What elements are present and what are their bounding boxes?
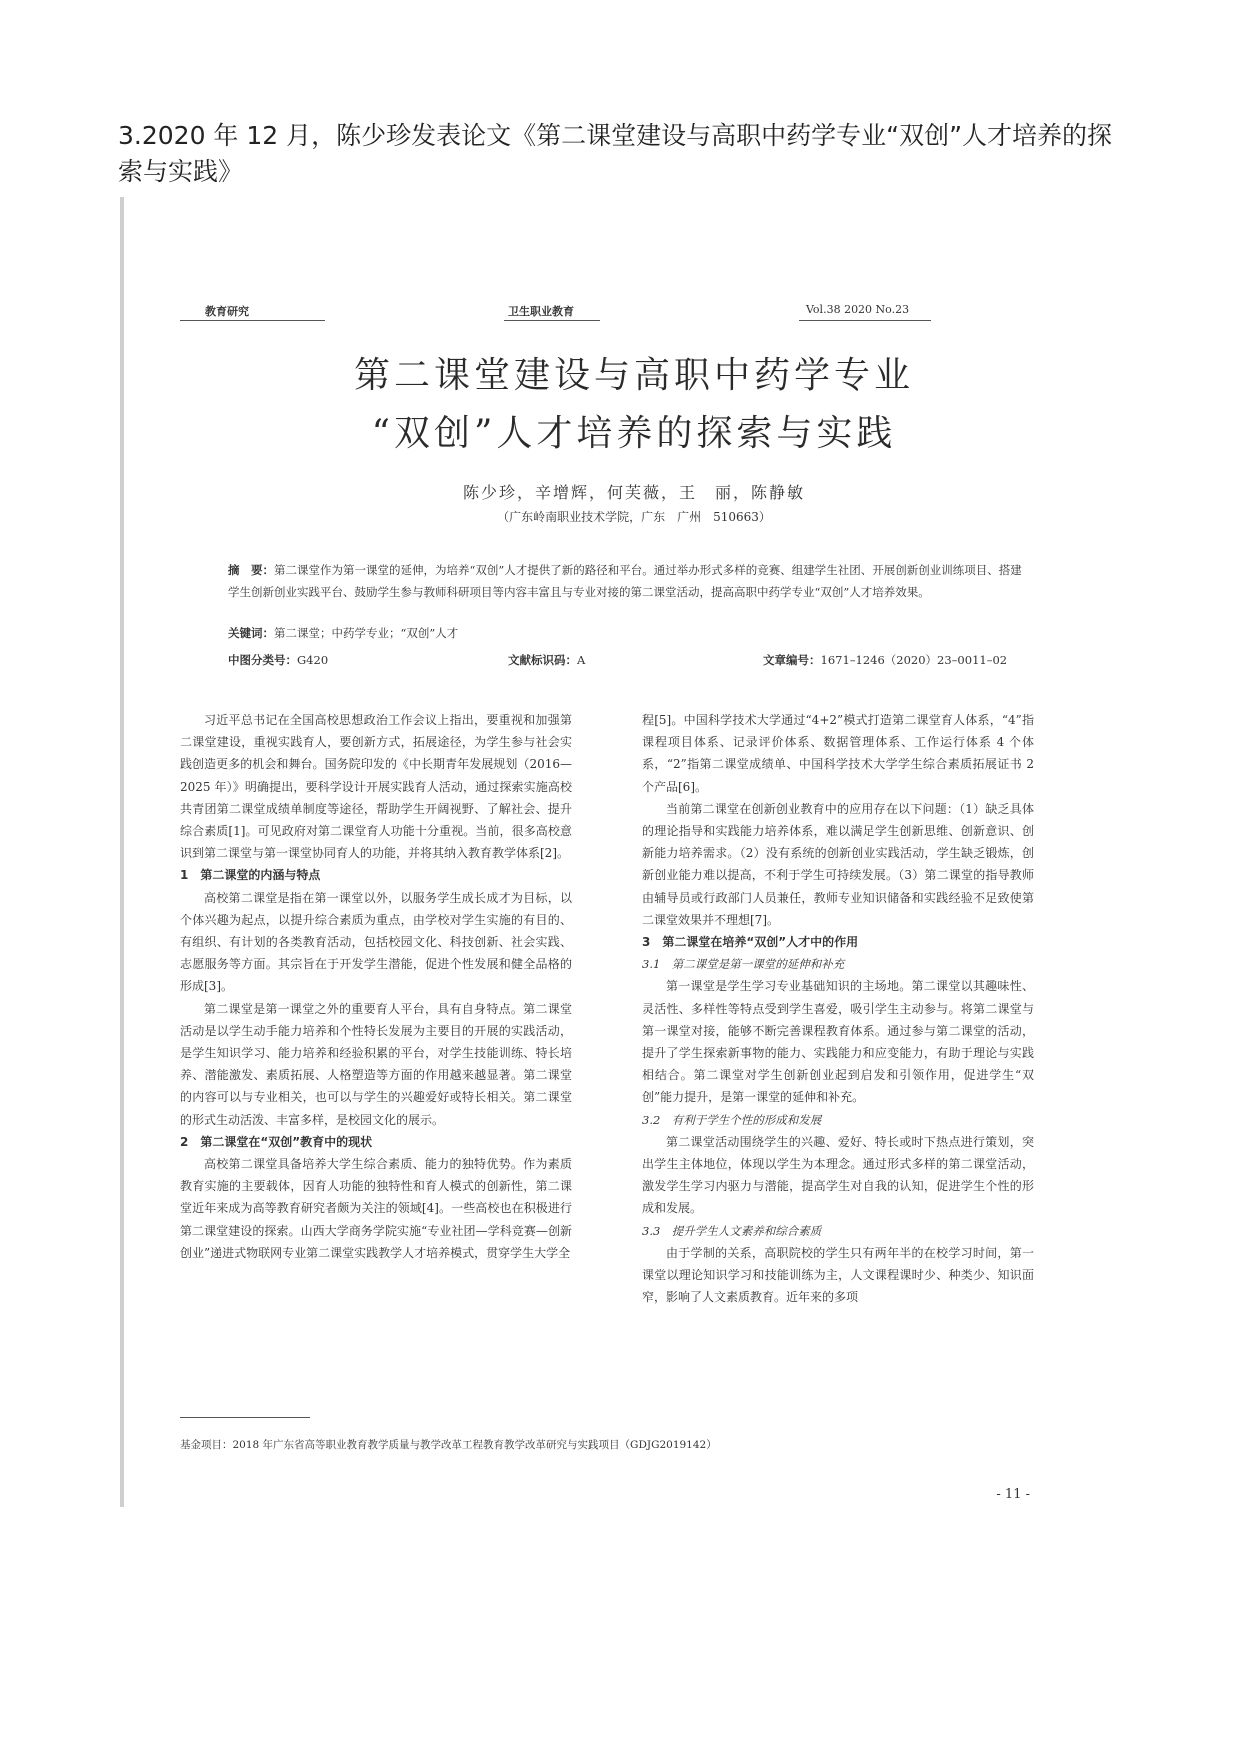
abstract-label: 摘 要： xyxy=(228,563,274,577)
page-number: - 11 - xyxy=(996,1487,1030,1502)
footnote-funding: 基金项目：2018 年广东省高等职业教育教学质量与教学改革工程教育教学改革研究与实践项目（GDJG2019142） xyxy=(180,1439,717,1451)
paragraph: 第二课堂是第一课堂之外的重要育人平台，具有自身特点。第二课堂活动是以学生动手能力培养和个性特长发展为主要目的开展的实践活动，是学生知识学习、能力培养和经验积累的平台，对学生技能训练、特长培养、潜能激发、素质拓展、人格塑造等方面的作用越来越显著。第二课堂的内容可以与专业相关，也可以与学生的兴趣爱好或特长相关。第二课堂的形式生动活泼、丰富多样，是校园文化的展示。 xyxy=(180,1001,572,1127)
abstract-text: 第二课堂作为第一课堂的延伸，为培养“双创”人才提供了新的路径和平台。通过举办形式多样的竞赛、组建学生社团、开展创新创业训练项目、搭建学生创新创业实践平台、鼓励学生参与教师科研项目等内容丰富且与专业对接的第二课堂活动，提高高职中药学专业“双创”人才培养效果。 xyxy=(228,563,1022,599)
keywords xyxy=(228,625,1030,641)
header-journal: 卫生职业教育 xyxy=(508,305,574,318)
scanned-journal-page xyxy=(124,197,1124,1507)
body-column-right xyxy=(642,709,1034,1308)
paragraph: 程[5]。中国科学技术大学通过“4+2”模式打造第二课堂育人体系，“4”指课程项目体系、记录评价体系、数据管理体系、工作运行体系 4 个体系，“2”指第二课堂成绩单、中国科学技术大学学生综合素质拓展证书 2 个产品[6]。 xyxy=(642,713,1034,794)
paragraph: 习近平总书记在全国高校思想政治工作会议上指出，要重视和加强第二课堂建设，重视实践育人，要创新方式，拓展途径，为学生参与社会实践创造更多的机会和舞台。国务院印发的《中长期青年发展规划（2016—2025 年）》明确提出，要科学设计开展实践育人活动，通过探索实施高校共青团第二课堂成绩单制度等途径，帮助学生开阔视野、了解社会、提升综合素质[1]。可见政府对第二课堂育人功能十分重视。当前，很多高校意识到第二课堂与第一课堂协同育人的功能，并将其纳入教育教学体系[2]。 xyxy=(180,713,572,861)
header-rule-right xyxy=(799,320,931,321)
paragraph: 第二课堂活动围绕学生的兴趣、爱好、特长或时下热点进行策划，突出学生主体地位，体现以学生为本理念。通过形式多样的第二课堂活动，激发学生学习内驱力与潜能，提高学生对自我的认知，促进学生个性的形成和发展。 xyxy=(642,1134,1034,1216)
keywords-label: 关键词： xyxy=(228,626,274,640)
keywords-text: 第二课堂；中药学专业；“双创”人才 xyxy=(274,626,459,640)
clc-number: 中图分类号：G420 xyxy=(228,653,329,667)
paragraph: 第一课堂是学生学习专业基础知识的主场地。第二课堂以其趣味性、灵活性、多样性等特点受到学生喜爱，吸引学生主动参与。将第二课堂与第一课堂对接，能够不断完善课程教育体系。通过参与第二课堂的活动，提升了学生探索新事物的能力、实践能力和应变能力，有助于理论与实践相结合。第二课堂对学生创新创业起到启发和引领作用，促进学生“双创”能力提升，是第一课堂的延伸和补充。 xyxy=(642,979,1034,1105)
section-heading-2: 2 第二课堂在“双创”教育中的现状 xyxy=(180,1134,373,1149)
document-code: 文献标识码：A xyxy=(508,653,586,667)
body-column-left xyxy=(180,709,572,1264)
footnote-rule xyxy=(180,1417,310,1418)
paragraph: 由于学制的关系，高职院校的学生只有两年半的在校学习时间，第一课堂以理论知识学习和技能训练为主，人文课程课时少、种类少、知识面窄，影响了人文素质教育。近年来的多项 xyxy=(642,1245,1034,1305)
header-rule-center xyxy=(504,320,600,321)
section-heading-3: 3 第二课堂在培养“双创”人才中的作用 xyxy=(642,935,859,950)
figure-caption: 3.2020 年 12 月，陈少珍发表论文《第二课堂建设与高职中药学专业“双创”人才培养的探索与实践》 xyxy=(118,121,1113,186)
authors: 陈少珍，辛增辉，何芙薇，王 丽，陈静敏 xyxy=(462,483,805,502)
article-number: 文章编号：1671–1246（2020）23–0011–02 xyxy=(763,653,1008,667)
header-volume: Vol.38 2020 No.23 xyxy=(806,303,910,316)
paragraph: 当前第二课堂在创新创业教育中的应用存在以下问题：（1）缺乏具体的理论指导和实践能力培养体系，难以满足学生创新思维、创新意识、创新能力培养需求。（2）没有系统的创新创业实践活动，学生缺乏锻炼，创新创业能力难以提高，不利于学生可持续发展。（3）第二课堂的指导教师由辅导员或行政部门人员兼任，教师专业知识储备和实践经验不足致使第二课堂效果并不理想[7]。 xyxy=(642,801,1034,927)
title-line-1: 第二课堂建设与高职中药学专业 xyxy=(353,355,914,396)
subsection-heading-3-3: 3.3 提升学生人文素养和综合素质 xyxy=(642,1223,822,1238)
header-section: 教育研究 xyxy=(205,305,249,318)
paragraph: 高校第二课堂具备培养大学生综合素质、能力的独特优势。作为素质教育实施的主要载体，因育人功能的独特性和育人模式的创新性，第二课堂近年来成为高等教育研究者颇为关注的领域[4]。一些高校也在积极进行第二课堂建设的探索。山西大学商务学院实施“专业社团—学科竞赛—创新创业”递进式物联网专业第二课堂实践教学人才培养模式，贯穿学生大学全 xyxy=(180,1157,572,1260)
abstract xyxy=(228,559,1030,603)
affiliation: （广东岭南职业技术学院，广东 广州 510663） xyxy=(497,510,771,524)
article-title xyxy=(224,347,1044,463)
subsection-heading-3-1: 3.1 第二课堂是第一课堂的延伸和补充 xyxy=(642,957,845,972)
header-rule-left xyxy=(180,320,325,321)
title-line-2: “双创”人才培养的探索与实践 xyxy=(371,413,897,454)
classification-row xyxy=(228,652,1030,670)
paragraph: 高校第二课堂是指在第一课堂以外，以服务学生成长成才为目标，以个体兴趣为起点，以提升综合素质为重点，由学校对学生实施的有目的、有组织、有计划的各类教育活动，包括校园文化、科技创新、社会实践、志愿服务等方面。其宗旨在于开发学生潜能，促进个性发展和健全品格的形成[3]。 xyxy=(180,890,572,994)
subsection-heading-3-2: 3.2 有利于学生个性的形成和发展 xyxy=(642,1112,822,1127)
section-heading-1: 1 第二课堂的内涵与特点 xyxy=(180,868,321,883)
